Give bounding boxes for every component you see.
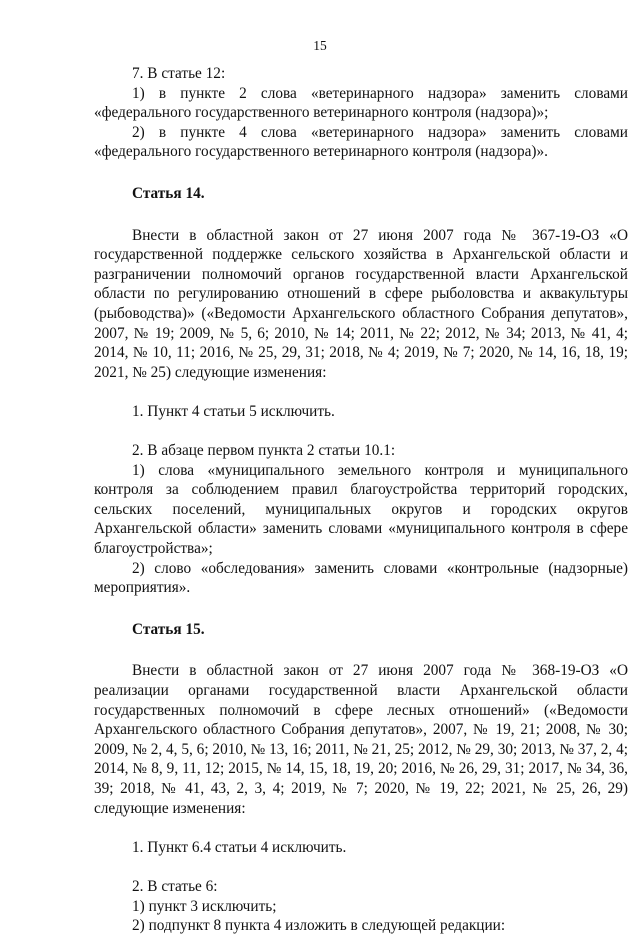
paragraph: 2) в пункте 4 слова «ветеринарного надзора» заменить словами «федерального государственного ветеринарного контроля (надзора)».: [94, 123, 628, 161]
paragraph: 1. Пункт 6.4 статьи 4 исключить.: [132, 838, 347, 856]
spacer: [94, 857, 628, 877]
spacer: [94, 598, 628, 620]
spacer: [94, 162, 628, 184]
page-number: 15: [313, 38, 327, 53]
paragraph: 1) пункт 3 исключить;: [132, 897, 277, 915]
document-body: [94, 64, 628, 936]
paragraph: Внести в областной закон от 27 июня 2007 года № 368-19-ОЗ «О реализации органами государственной власти Архангельской области государственных полномочий в сфере лесных отношений» («Ведомости Архангельского областного Собрания депутатов», 2007, № 19, 21; 2008, № 30; 2009, № 2, 4, 5, 6; 2010, № 13, 16; 2011, № 21, 25; 2012, № 29, 30; 2013, № 37, 2, 4; 2014, № 8, 9, 11, 12; 2015, № 14, 15, 18, 19, 20; 2016, № 26, 29, 31; 2017, № 34, 36, 39; 2018, № 41, 43, 2, 3, 4; 2019, № 7; 2020, № 19, 22; 2021, № 25, 26, 29) следующие изменения:: [94, 662, 628, 817]
paragraph: 2) слово «обследования» заменить словами «контрольные (надзорные) мероприятия».: [94, 559, 628, 597]
paragraph: 2) подпункт 8 пункта 4 изложить в следующей редакции:: [132, 917, 506, 935]
paragraph: Внести в областной закон от 27 июня 2007 года № 367-19-ОЗ «О государственной поддержке сельского хозяйства в Архангельской области и разграничении полномочий органов государственной власти Архангельской области по регулированию отношений в сфере рыболовства и аквакультуры (рыбоводства)» («Ведомости Архангельского областного Собрания депутатов», 2007, № 19; 2009, № 5, 6; 2010, № 14; 2011, № 22; 2012, № 34; 2013, № 41, 4; 2014, № 10, 11; 2016, № 25, 29, 31; 2018, № 4; 2019, № 7; 2020, № 14, 16, 18, 19; 2021, № 25) следующие изменения:: [94, 226, 628, 381]
paragraph: 1. Пункт 4 статьи 5 исключить.: [132, 402, 335, 420]
paragraph: 2. В статье 6:: [132, 877, 218, 895]
article-heading: Статья 15.: [132, 620, 205, 638]
spacer: [94, 204, 628, 226]
spacer: [94, 382, 628, 402]
paragraph: 1) слова «муниципального земельного контроля и муниципального контроля за соблюдением правил благоустройства территорий городских, сельских поселений, муниципальных округов и городских округов Архангельской области» заменить словами «муниципального контроля в сфере благоустройства»;: [94, 461, 628, 558]
paragraph: 1) в пункте 2 слова «ветеринарного надзора» заменить словами «федерального государственного ветеринарного контроля (надзора)»;: [94, 84, 628, 122]
article-heading: Статья 14.: [132, 184, 205, 202]
spacer: [94, 422, 628, 442]
paragraph: 2. В абзаце первом пункта 2 статьи 10.1:: [132, 442, 396, 460]
spacer: [94, 818, 628, 838]
spacer: [94, 639, 628, 661]
paragraph: 7. В статье 12:: [132, 65, 226, 82]
